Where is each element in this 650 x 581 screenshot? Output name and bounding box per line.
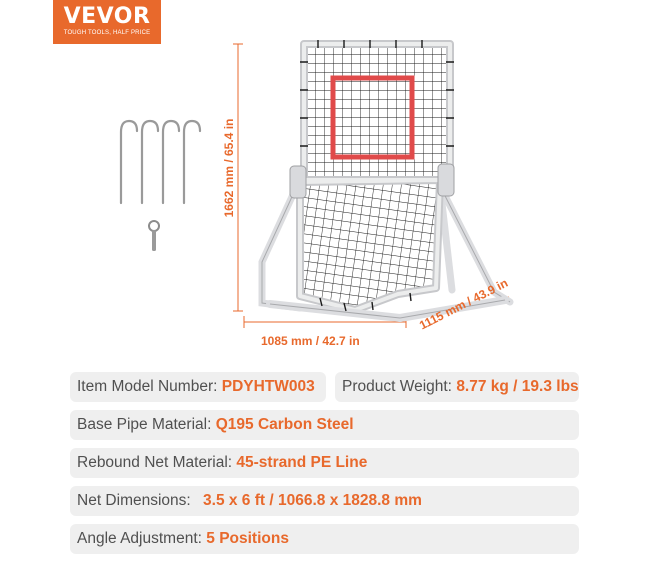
- spec-label: Net Dimensions:: [77, 492, 191, 509]
- logo-tagline: TOUGH TOOLS, HALF PRICE: [63, 30, 151, 36]
- spec-label: Rebound Net Material:: [77, 454, 233, 471]
- spec-row-weight: [335, 372, 579, 402]
- spec-value: 45-strand PE Line: [236, 454, 368, 471]
- height-dimension-label: 1662 mm / 65.4 in: [222, 118, 236, 218]
- spec-value: Q195 Carbon Steel: [215, 416, 354, 433]
- upper-net: [304, 44, 448, 180]
- adjustment-pin-icon: [149, 221, 159, 251]
- spec-value: PDYHTW003: [221, 378, 315, 395]
- spec-label: Angle Adjustment:: [77, 530, 202, 547]
- spec-row-angle: [70, 524, 579, 554]
- spec-row-base-pipe: [70, 410, 579, 440]
- spec-row-net-material: [70, 448, 579, 478]
- spec-value: 8.77 kg / 19.3 lbs: [456, 378, 579, 395]
- lower-net: [296, 176, 446, 316]
- ground-stakes-icon: [121, 121, 200, 203]
- spec-row-net-dimensions: [70, 486, 579, 516]
- spec-value: 3.5 x 6 ft / 1066.8 x 1828.8 mm: [203, 492, 422, 509]
- logo-wordmark: VEVOR: [63, 4, 151, 29]
- spec-row-model: [70, 372, 326, 402]
- depth-dimension-label: 1115 mm / 43.9 in: [417, 275, 511, 333]
- spec-label: Item Model Number:: [77, 378, 218, 395]
- width-dimension-label: 1085 mm / 42.7 in: [261, 334, 360, 348]
- spec-value: 5 Positions: [206, 530, 289, 547]
- spec-label: Product Weight:: [342, 378, 452, 395]
- spec-label: Base Pipe Material:: [77, 416, 212, 433]
